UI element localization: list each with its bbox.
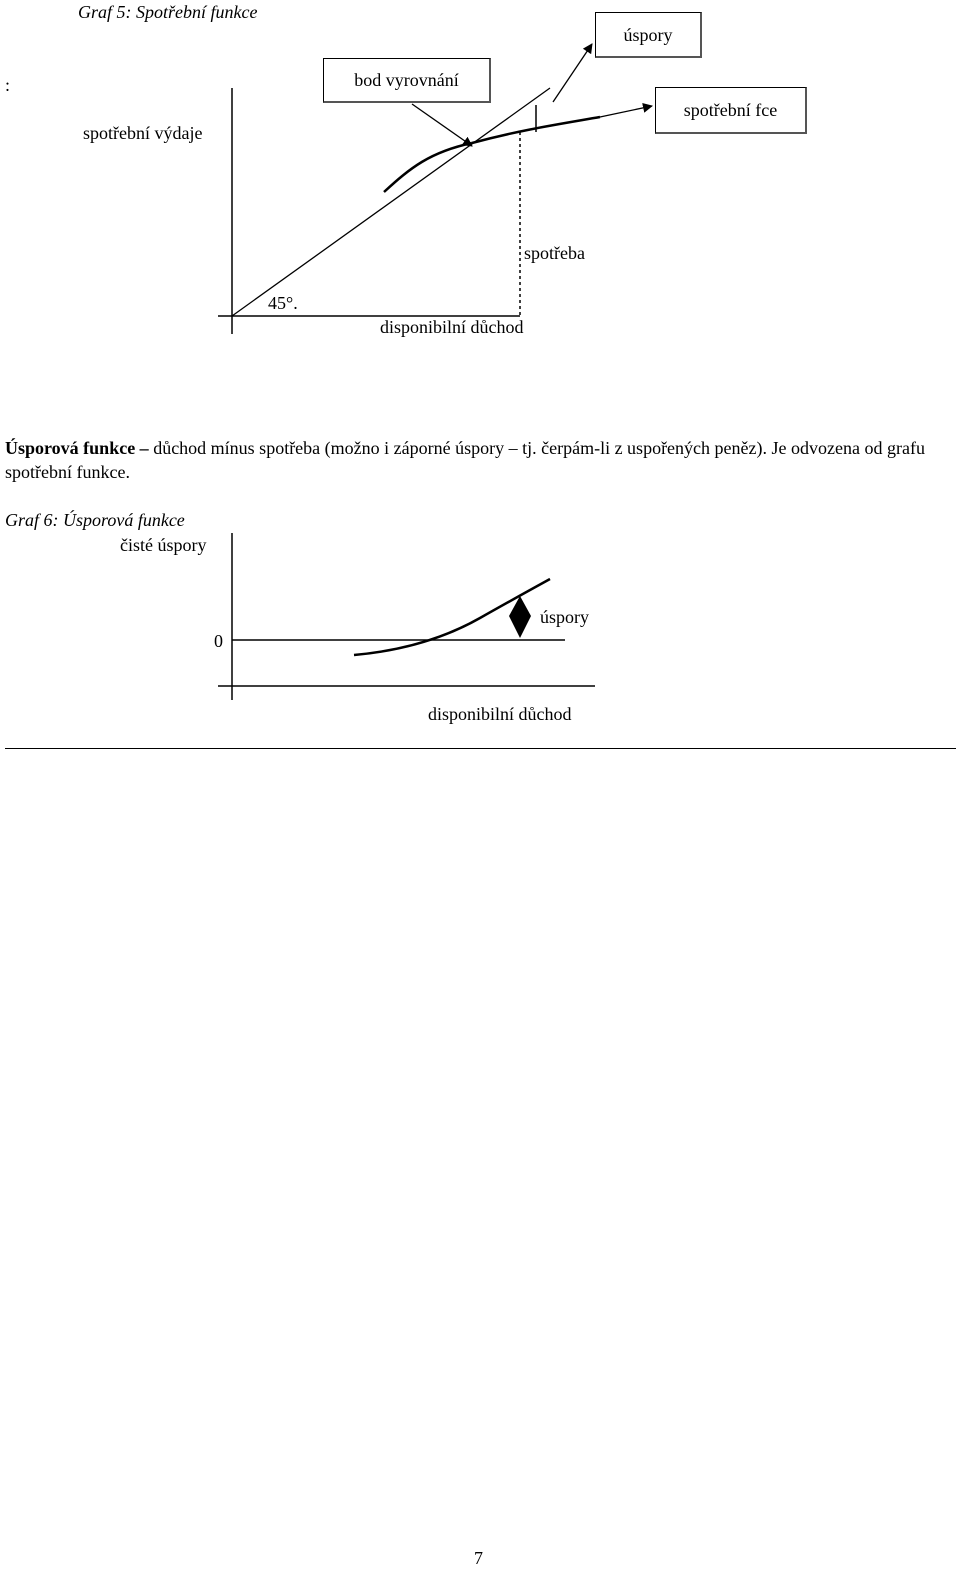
graph6-drawing [0,0,960,760]
stray-colon: : [5,75,11,95]
savings-function-text: důchod mínus spotřeba (možno i záporné úspory – tj. čerpám-li z uspořených peněz). Je odvozena od grafu spotřební funkce. [5,438,925,482]
consumption-label: spotřeba [524,243,585,263]
graph5-x-axis-label: disponibilní důchod [380,317,524,337]
graph5-y-axis-label: spotřební výdaje [83,123,203,143]
graph6-zero-label: 0 [214,631,223,651]
consumption-function-box: spotřební fce [655,87,807,134]
graph6-savings-label: úspory [540,607,589,627]
graph6-caption: Graf 6: Úsporová funkce [5,510,185,530]
savings-box: úspory [595,12,702,58]
equilibrium-point-box: bod vyrovnání [323,58,491,103]
savings-function-term: Úsporová funkce – [5,438,149,458]
angle-45-label: 45°. [268,293,298,313]
graph6-x-axis-label: disponibilní důchod [428,704,572,724]
graph5-caption: Graf 5: Spotřební funkce [78,2,258,22]
page-separator-rule [5,748,956,749]
page-number: 7 [474,1548,483,1568]
graph6-y-axis-label: čisté úspory [120,535,207,555]
